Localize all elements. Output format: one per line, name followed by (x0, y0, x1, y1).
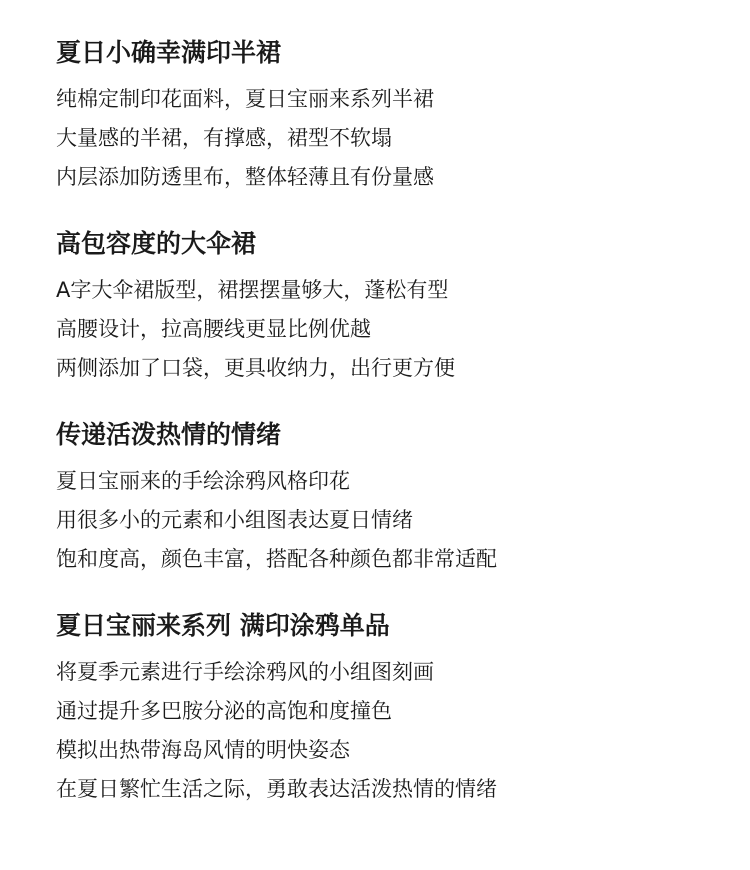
description-line: 内层添加防透里布，整体轻薄且有份量感 (56, 165, 434, 189)
product-description (56, 34, 716, 809)
description-line: 通过提升多巴胺分泌的高饱和度撞色 (56, 699, 392, 723)
description-line: 将夏季元素进行手绘涂鸦风的小组图刻画 (56, 660, 434, 684)
section-heading: 夏日宝丽来系列 满印涂鸦单品 (56, 611, 390, 640)
section-lively-mood (56, 416, 716, 579)
description-line: 大量感的半裙，有撑感，裙型不软塌 (56, 126, 392, 150)
section-summer-print-skirt (56, 34, 716, 197)
description-line: 在夏日繁忙生活之际，勇敢表达活泼热情的情绪 (56, 777, 497, 801)
description-line: 夏日宝丽来的手绘涂鸦风格印花 (56, 469, 350, 493)
section-heading: 传递活泼热情的情绪 (56, 420, 282, 449)
section-heading: 夏日小确幸满印半裙 (56, 38, 282, 67)
description-line: 模拟出热带海岛风情的明快姿态 (56, 738, 350, 762)
description-line: 高腰设计，拉高腰线更显比例优越 (56, 317, 371, 341)
description-line: 用很多小的元素和小组图表达夏日情绪 (56, 508, 413, 532)
description-line: A字大伞裙版型，裙摆摆量够大，蓬松有型 (56, 278, 449, 302)
section-polaroid-series (56, 607, 716, 809)
section-umbrella-skirt (56, 225, 716, 388)
section-heading: 高包容度的大伞裙 (56, 229, 257, 258)
description-line: 纯棉定制印花面料，夏日宝丽来系列半裙 (56, 87, 434, 111)
description-line: 饱和度高，颜色丰富，搭配各种颜色都非常适配 (56, 547, 497, 571)
description-line: 两侧添加了口袋，更具收纳力，出行更方便 (56, 356, 455, 380)
